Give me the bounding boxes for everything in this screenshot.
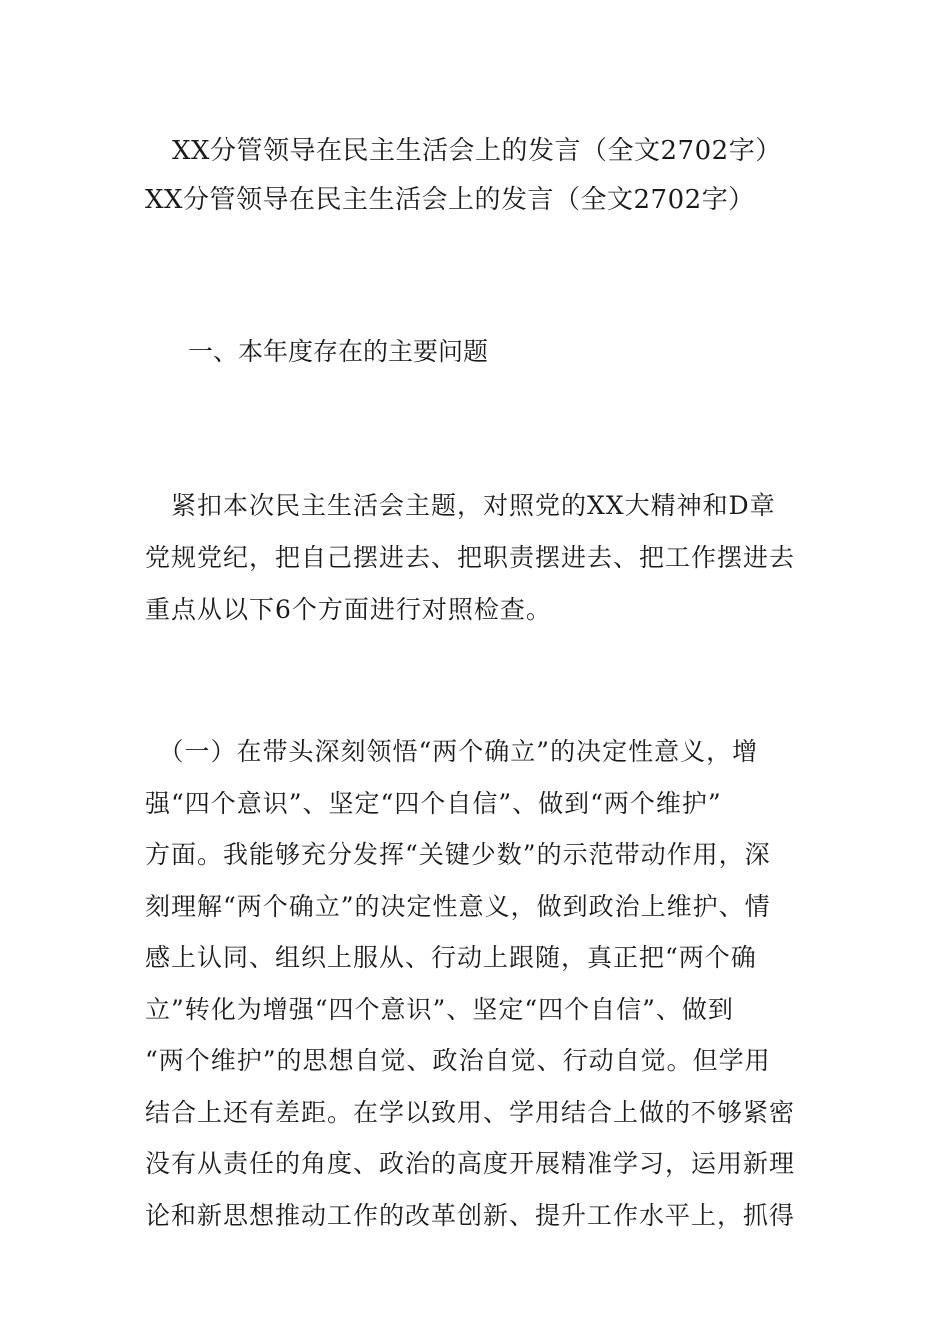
paragraph-line: 感上认同、组织上服从、行动上跟随，真正把“两个确 [145, 943, 757, 972]
section-heading: 一、本年度存在的主要问题 [188, 337, 489, 366]
document-title-repeat: XX分管领导在民主生活会上的发言（全文2702字） [145, 185, 755, 215]
paragraph-line: 方面。我能够充分发挥“关键少数”的示范带动作用，深 [145, 840, 771, 869]
document-title: XX分管领导在民主生活会上的发言（全文2702字） [172, 136, 782, 166]
paragraph-line: 结合上还有差距。在学以致用、学用结合上做的不够紧密 [145, 1097, 796, 1127]
intro-paragraph [145, 480, 810, 636]
paragraph-line: （一）在带头深刻领悟“两个确立”的决定性意义，增 [145, 737, 759, 766]
paragraph-line: 党规党纪，把自己摆进去、把职责摆进去、把工作摆进去 [145, 543, 796, 572]
paragraph-line: “两个维护”的思想自觉、政治自觉、行动自觉。但学用 [145, 1046, 771, 1075]
paragraph-line: 强“四个意识”、坚定“四个自信”、做到“两个维护” [145, 788, 722, 818]
paragraph-line: 论和新思想推动工作的改革创新、提升工作水平上，抓得 [145, 1200, 796, 1230]
paragraph-line: 立”转化为增强“四个意识”、坚定“四个自信”、做到 [145, 994, 734, 1024]
section-one-paragraph [145, 726, 810, 1241]
paragraph-line: 紧扣本次民主生活会主题，对照党的XX大精神和D章 [145, 491, 776, 520]
paragraph-line: 刻理解“两个确立”的决定性意义，做到政治上维护、情 [145, 891, 771, 921]
paragraph-line: 重点从以下6个方面进行对照检查。 [145, 595, 552, 624]
paragraph-line: 没有从责任的角度、政治的高度开展精准学习，运用新理 [145, 1149, 796, 1178]
